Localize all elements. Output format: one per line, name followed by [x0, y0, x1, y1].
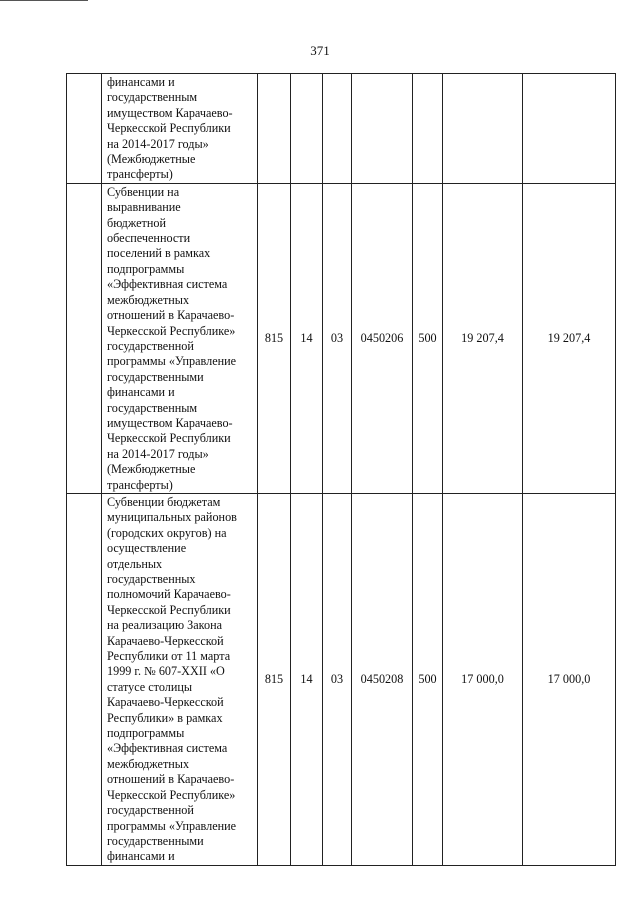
description-line: трансферты): [107, 167, 173, 182]
target-article-cell: [352, 74, 413, 184]
description-line: отношений в Карачаево-: [107, 308, 235, 323]
description-line: отношений в Карачаево-: [107, 772, 235, 787]
description-line: Карачаево-Черкесской: [107, 695, 224, 710]
description-line: (городских округов) на: [107, 525, 227, 540]
description-line: выравнивание: [107, 200, 181, 215]
description-line: «Эффективная система: [107, 277, 228, 292]
description-cell: [102, 183, 258, 493]
description-line: подпрограммы: [107, 726, 185, 741]
subsection-code-cell: 03: [323, 493, 352, 865]
description-line: межбюджетных: [107, 756, 190, 771]
ministry-code-cell: 815: [258, 493, 291, 865]
amount-year2-cell: 19 207,4: [523, 183, 616, 493]
amount-year2-cell: 17 000,0: [523, 493, 616, 865]
description-line: на реализацию Закона: [107, 618, 223, 633]
description-line: финансами и: [107, 849, 175, 864]
description-line: государственной: [107, 338, 194, 353]
row-number-cell: [67, 183, 102, 493]
description-line: государственными: [107, 833, 204, 848]
description-line: Республики от 11 марта: [107, 649, 231, 664]
description-line: государственным: [107, 400, 198, 415]
description-line: на 2014-2017 годы»: [107, 446, 209, 461]
description-line: на 2014-2017 годы»: [107, 136, 209, 151]
description-line: Субвенции на: [107, 184, 180, 199]
section-code-cell: 14: [291, 183, 323, 493]
description-line: финансами и: [107, 385, 175, 400]
expense-type-cell: 500: [413, 183, 443, 493]
page-number: 371: [310, 43, 330, 58]
expense-type-cell: 500: [413, 493, 443, 865]
table-row: [67, 183, 616, 493]
description-line: государственным: [107, 90, 198, 105]
description-line: Черкесской Республики: [107, 431, 231, 446]
description-line: трансферты): [107, 477, 173, 492]
description-line: Черкесской Республики: [107, 121, 231, 136]
description-line: 1999 г. № 607-XXII «О: [107, 664, 225, 679]
description-line: финансами и: [107, 75, 175, 89]
section-code-cell: 14: [291, 493, 323, 865]
description-line: Республики» в рамках: [107, 710, 223, 725]
description-line: обеспеченности: [107, 231, 191, 246]
description-line: отдельных: [107, 556, 163, 571]
description-line: «Эффективная система: [107, 741, 228, 756]
budget-table-body: [67, 74, 616, 866]
ministry-code-cell: 815: [258, 183, 291, 493]
subsection-code-cell: 03: [323, 183, 352, 493]
target-article-cell: 0450206: [352, 183, 413, 493]
description-line: государственными: [107, 369, 204, 384]
row-number-cell: [67, 493, 102, 865]
table-row: [67, 74, 616, 184]
amount-year1-cell: 17 000,0: [443, 493, 523, 865]
description-line: Черкесской Республики: [107, 602, 231, 617]
description-line: муниципальных районов: [107, 510, 237, 525]
description-line: Карачаево-Черкесской: [107, 633, 224, 648]
description-line: статусе столицы: [107, 679, 193, 694]
description-line: подпрограммы: [107, 261, 185, 276]
budget-table: [66, 73, 616, 866]
amount-year1-cell: 19 207,4: [443, 183, 523, 493]
amount-year2-cell: [523, 74, 616, 184]
description-line: программы «Управление: [107, 818, 237, 833]
description-line: государственной: [107, 803, 194, 818]
subsection-code-cell: [323, 74, 352, 184]
description-line: полномочий Карачаево-: [107, 587, 231, 602]
description-line: осуществление: [107, 541, 187, 556]
description-line: Черкесской Республике»: [107, 323, 236, 338]
description-cell: [102, 74, 258, 184]
description-line: программы «Управление: [107, 354, 237, 369]
description-line: государственных: [107, 572, 196, 586]
amount-year1-cell: [443, 74, 523, 184]
section-code-cell: [291, 74, 323, 184]
description-line: межбюджетных: [107, 292, 190, 307]
table-row: [67, 493, 616, 865]
description-cell: [102, 493, 258, 865]
row-number-cell: [67, 74, 102, 184]
target-article-cell: 0450208: [352, 493, 413, 865]
expense-type-cell: [413, 74, 443, 184]
description-line: бюджетной: [107, 215, 167, 230]
description-line: Черкесской Республике»: [107, 787, 236, 802]
scan-edge-line: [0, 0, 88, 1]
description-line: имуществом Карачаево-: [107, 105, 233, 120]
description-line: Субвенции бюджетам: [107, 494, 221, 509]
ministry-code-cell: [258, 74, 291, 184]
description-line: (Межбюджетные: [107, 462, 196, 477]
description-line: поселений в рамках: [107, 246, 211, 261]
description-line: (Межбюджетные: [107, 152, 196, 167]
description-line: имуществом Карачаево-: [107, 415, 233, 430]
